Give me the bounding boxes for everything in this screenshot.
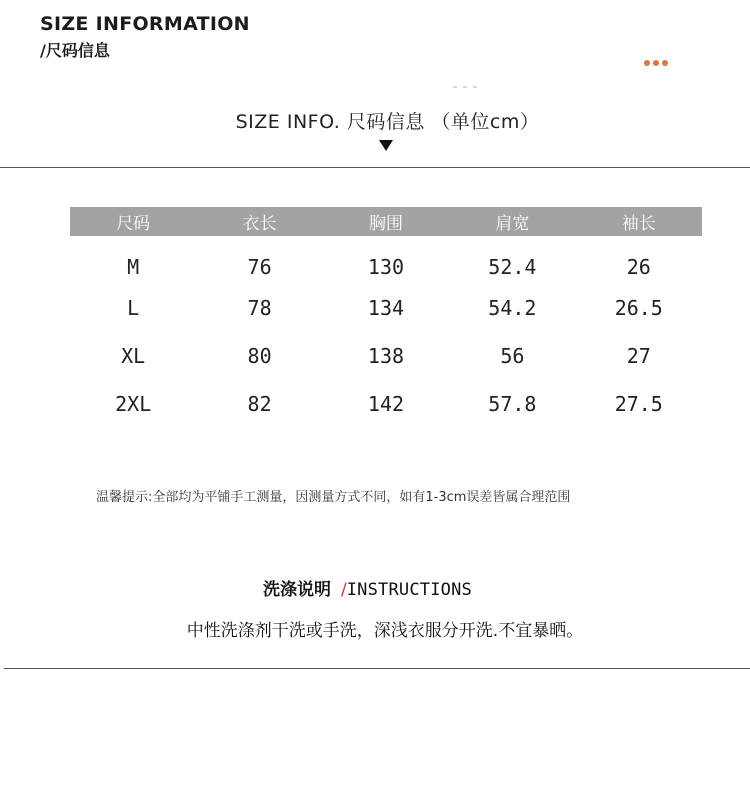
instructions-title (263, 575, 472, 600)
cell-shoulder: 54.2 (488, 296, 537, 320)
cell-size: L (127, 296, 140, 320)
cell-chest: 130 (367, 254, 405, 279)
size-info-heading: SIZE INFO. 尺码信息 （单位cm） (235, 111, 540, 133)
divider (4, 668, 750, 669)
cell-sleeve: 27.5 (614, 392, 663, 416)
cell-sleeve: 26 (626, 254, 651, 279)
table-row (70, 236, 702, 284)
instructions-text: 中性洗涤剂干洗或手洗，深浅衣服分开洗.不宜暴晒。 (186, 621, 584, 641)
table-row (70, 380, 702, 428)
cell-shoulder: 57.8 (488, 392, 537, 416)
triangle-down-icon (379, 140, 393, 151)
more-dots-icon (644, 60, 668, 66)
column-header-shoulder: 肩宽 (449, 207, 575, 236)
cell-size: 2XL (115, 392, 152, 416)
size-table (70, 207, 702, 428)
cell-chest: 142 (367, 392, 405, 416)
instructions-title-cn: 洗涤说明 (263, 580, 331, 600)
cell-chest: 134 (367, 296, 405, 320)
column-header-size: 尺码 (70, 207, 196, 236)
faint-marks (453, 86, 477, 88)
cell-length: 76 (247, 254, 272, 279)
cell-shoulder: 52.4 (488, 254, 537, 279)
cell-size: XL (121, 344, 146, 368)
column-header-sleeve: 袖长 (576, 207, 702, 236)
dot (653, 60, 659, 66)
dot (644, 60, 650, 66)
cell-length: 78 (247, 296, 272, 320)
cell-size: M (127, 254, 140, 279)
section-subtitle: /尺码信息 (40, 41, 110, 60)
instructions-title-slash: / (341, 580, 347, 600)
cell-length: 80 (247, 344, 272, 368)
table-row (70, 284, 702, 332)
cell-sleeve: 26.5 (614, 296, 663, 320)
column-header-length: 衣长 (196, 207, 322, 236)
cell-length: 82 (247, 392, 272, 416)
cell-shoulder: 56 (500, 344, 525, 368)
column-header-chest: 胸围 (323, 207, 449, 236)
instructions-title-en: INSTRUCTIONS (346, 580, 472, 600)
dot (662, 60, 668, 66)
divider (0, 167, 750, 168)
table-row (70, 332, 702, 380)
cell-chest: 138 (367, 344, 405, 368)
measurement-note: 温馨提示:全部均为平铺手工测量，因测量方式不同，如有1-3cm误差皆属合理范围 (96, 490, 571, 505)
table-header-row (70, 207, 702, 236)
section-title: SIZE INFORMATION (40, 13, 250, 35)
cell-sleeve: 27 (626, 344, 651, 368)
